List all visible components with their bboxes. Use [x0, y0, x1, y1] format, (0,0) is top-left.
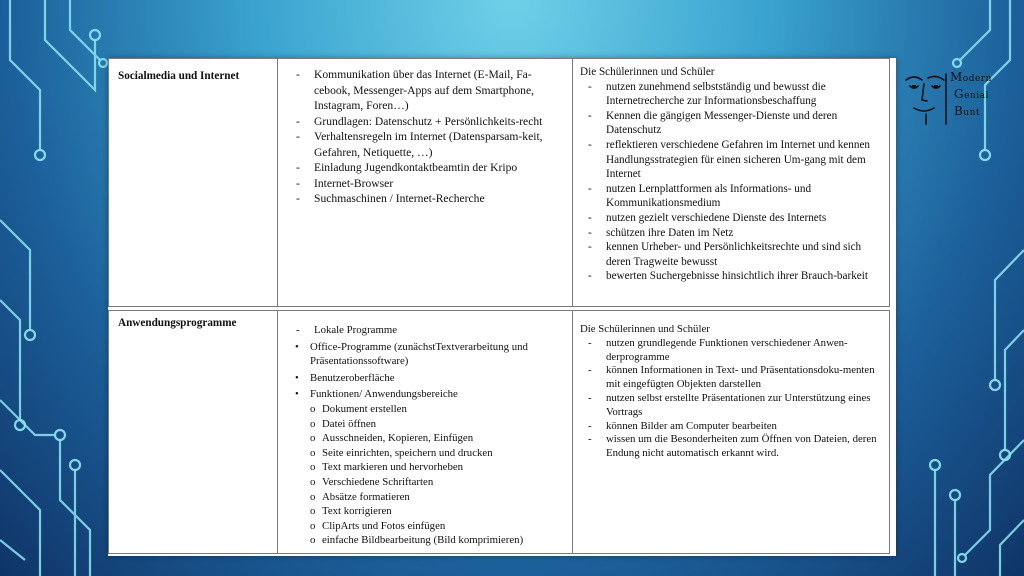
document-page: [108, 58, 896, 556]
list-item: o Verschiedene Schriftarten: [310, 475, 566, 490]
logo-word: unt: [963, 108, 981, 118]
topic-label: Socialmedia und Internet: [118, 70, 240, 82]
topic-label: Anwendungsprogramme: [118, 317, 237, 329]
list-item: - kennen Urheber- und Persönlichkeitsrechte und sind sich deren Tragweite bewusst: [580, 240, 881, 269]
list-item: o Ausschneiden, Kopieren, Einfügen: [310, 431, 566, 446]
list-item: - nutzen gezielt verschiedene Dienste des Internets: [580, 211, 881, 226]
contents-cell: [277, 310, 573, 554]
list-item: • Benutzeroberfläche: [288, 371, 566, 386]
competence-intro: Die Schülerinnen und Schüler: [580, 323, 710, 335]
list-item: - reflektieren verschiedene Gefahren im Internet und kennen Handlungsstrategien für einen sicheren Um-gang mit dem Internet: [580, 138, 881, 182]
list-item: - nutzen zunehmend selbstständig und bewusst die Internetrecherche zur Informationsbeschaffung: [580, 80, 881, 109]
list-item: - Einladung Jugendkontaktbeamtin der Kripo: [288, 160, 564, 176]
competence-intro: Die Schülerinnen und Schüler: [580, 66, 715, 78]
list-item: • Office-Programme (zunächstTextverarbeitung und Präsentationssoftware): [288, 340, 566, 369]
logo-initial: G: [954, 87, 965, 101]
list-item: o ClipArts und Fotos einfügen: [310, 519, 566, 534]
list-item: - nutzen Lernplattformen als Informations- und Kommunikationsmedium: [580, 182, 881, 211]
list-item: - können Informationen in Text- und Präsentationsdoku-menten mit eingefügten Objekten darstellen: [580, 364, 883, 392]
list-item: - Kennen die gängigen Messenger-Dienste und deren Datenschutz: [580, 109, 881, 138]
bullet-list: [288, 340, 566, 402]
competences-cell: [572, 58, 890, 307]
list-item: o einfache Bildbearbeitung (Bild komprimieren): [310, 533, 566, 548]
list-item: - Suchmaschinen / Internet-Recherche: [288, 191, 564, 207]
competences-list: [580, 80, 881, 284]
list-item: o Absätze formatieren: [310, 490, 566, 505]
list-item: - schützen ihre Daten im Netz: [580, 226, 881, 241]
list-item: - Lokale Programme: [288, 323, 566, 338]
contents-cell: [277, 58, 573, 307]
logo-initial: B: [954, 104, 964, 118]
list-item: - nutzen selbst erstellte Präsentationen zur Unterstützung eines Vortrags: [580, 392, 883, 420]
list-item: - Verhaltensregeln im Internet (Datensparsam-keit, Gefahren, Netiquette, …): [288, 129, 564, 160]
list-item: - Internet-Browser: [288, 176, 564, 192]
logo-word: enial: [964, 91, 989, 101]
competences-list: [580, 337, 883, 461]
list-item: • Funktionen/ Anwendungsbereiche: [288, 387, 566, 402]
competences-cell: [572, 310, 890, 554]
logo-wordmark: [950, 70, 992, 121]
list-item: - nutzen grundlegende Funktionen verschiedener Anwen-derprogramme: [580, 337, 883, 365]
list-item: - Grundlagen: Datenschutz + Persönlichkeits-recht: [288, 114, 564, 130]
topic-cell: [108, 310, 278, 554]
list-item: - Kommunikation über das Internet (E-Mail, Fa-cebook, Messenger-Apps auf dem Smartphone, Instagram, Foren…): [288, 67, 564, 114]
list-item: o Seite einrichten, speichern und drucken: [310, 446, 566, 461]
contents-list: [288, 323, 566, 338]
logo-initial: M: [950, 70, 963, 84]
contents-list: [288, 67, 564, 207]
sub-item-list: [310, 402, 566, 548]
list-item: o Text korrigieren: [310, 504, 566, 519]
list-item: o Datei öffnen: [310, 417, 566, 432]
list-item: o Dokument erstellen: [310, 402, 566, 417]
list-item: o Text markieren und hervorheben: [310, 460, 566, 475]
logo-word: odern: [962, 74, 992, 84]
list-item: - können Bilder am Computer bearbeiten: [580, 420, 883, 434]
topic-cell: [108, 58, 278, 307]
list-item: - bewerten Suchergebnisse hinsichtlich ihrer Brauch-barkeit: [580, 269, 881, 284]
list-item: - wissen um die Besonderheiten zum Öffnen von Dateien, deren Endung nicht automatisch erkannt wird.: [580, 433, 883, 461]
